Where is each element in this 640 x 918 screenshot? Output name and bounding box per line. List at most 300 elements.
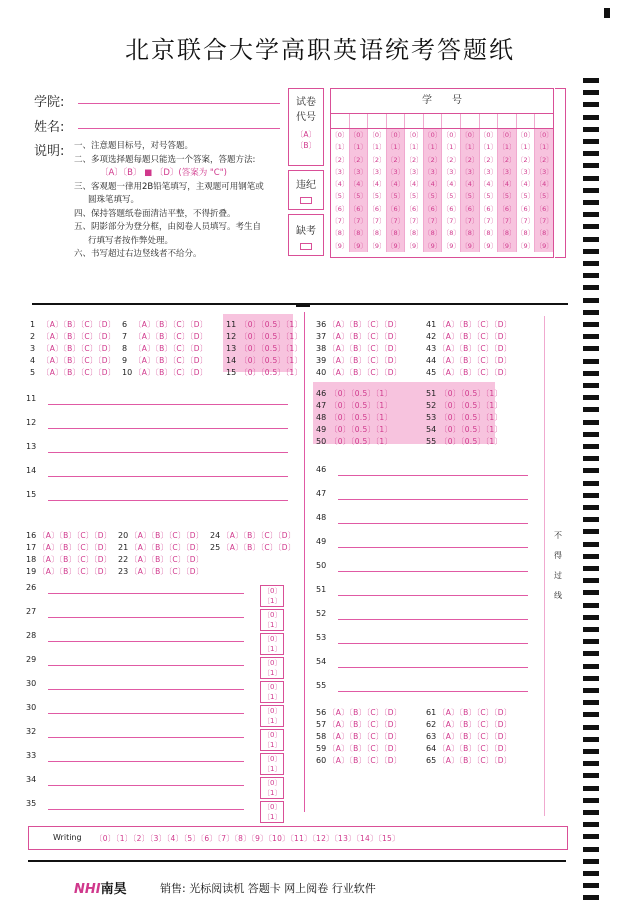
student-id-digit[interactable]: 〔6〕 <box>331 204 349 213</box>
question-number: 26 <box>26 583 37 592</box>
student-id-digit[interactable]: 〔4〕 <box>479 180 497 189</box>
question-number: 58 <box>316 732 327 741</box>
question-number: 22 <box>118 555 129 564</box>
student-id-digit[interactable]: 〔0〕 <box>498 131 516 139</box>
timing-mark <box>583 847 599 852</box>
question-number: 6 <box>122 320 128 329</box>
student-id-digit[interactable]: 〔6〕 <box>442 204 460 213</box>
score-options[interactable]: 〔0〕〔0.5〕〔1〕 <box>330 437 393 446</box>
answer-options[interactable]: 〔A〕〔B〕〔C〕〔D〕 <box>438 756 512 765</box>
score-box[interactable]: 〔0〕〔1〕 <box>260 777 284 799</box>
answer-options[interactable]: 〔A〕〔B〕〔C〕〔D〕 <box>328 756 402 765</box>
question-number: 4 <box>30 356 36 365</box>
question-number: 17 <box>26 543 37 552</box>
student-id-digit[interactable]: 〔5〕 <box>405 192 423 201</box>
answer-options[interactable]: 〔A〕〔B〕〔C〕〔D〕 <box>438 708 512 717</box>
question-number: 30 <box>26 703 37 712</box>
score-box[interactable]: 〔0〕〔1〕 <box>260 633 284 655</box>
student-id-digit[interactable]: 〔0〕 <box>349 131 367 139</box>
student-id-digit[interactable]: 〔0〕 <box>535 131 553 139</box>
answer-options[interactable]: 〔A〕〔B〕〔C〕〔D〕 <box>38 531 112 540</box>
student-id-digit[interactable]: 〔6〕 <box>479 204 497 213</box>
student-id-digit[interactable]: 〔9〕 <box>442 241 460 250</box>
student-id-digit[interactable]: 〔8〕 <box>442 229 460 238</box>
student-id-digit[interactable]: 〔9〕 <box>349 241 367 250</box>
timing-mark <box>583 786 599 791</box>
question-number: 60 <box>316 756 327 765</box>
name-label: 姓名: <box>34 120 65 135</box>
note-5: 五、阴影部分为登分框，由阅卷人员填写。考生自 <box>74 222 262 232</box>
student-id-digit[interactable]: 〔8〕 <box>405 229 423 238</box>
student-id-digit[interactable]: 〔9〕 <box>535 241 553 250</box>
timing-mark <box>583 346 599 351</box>
timing-mark <box>583 566 599 571</box>
student-id-digit[interactable]: 〔3〕 <box>424 167 442 176</box>
question-number: 28 <box>26 631 37 640</box>
student-id-digit[interactable]: 〔1〕 <box>442 143 460 152</box>
timing-mark <box>583 163 599 168</box>
question-number: 61 <box>426 708 437 717</box>
score-options[interactable]: 〔0〕〔0.5〕〔1〕 <box>440 425 503 434</box>
answer-options[interactable]: 〔A〕〔B〕〔C〕〔D〕 <box>438 720 512 729</box>
answer-options[interactable]: 〔A〕〔B〕〔C〕〔D〕 <box>38 543 112 552</box>
question-number: 63 <box>426 732 437 741</box>
student-id-digit[interactable]: 〔0〕 <box>424 131 442 139</box>
student-id-digit[interactable]: 〔3〕 <box>442 167 460 176</box>
answer-options[interactable]: 〔A〕〔B〕〔C〕〔D〕 <box>38 555 112 564</box>
student-id-digit[interactable]: 〔4〕 <box>386 180 405 189</box>
student-id-digit[interactable]: 〔5〕 <box>424 192 442 201</box>
student-id-digit[interactable]: 〔3〕 <box>461 167 479 176</box>
score-box[interactable]: 〔0〕〔1〕 <box>260 801 284 823</box>
student-id-digit[interactable]: 〔2〕 <box>479 155 497 164</box>
student-id-digit[interactable]: 〔9〕 <box>368 241 386 250</box>
score-options[interactable]: 〔0〕〔0.5〕〔1〕 <box>440 389 503 398</box>
score-options[interactable]: 〔0〕〔0.5〕〔1〕 <box>240 332 303 341</box>
question-number: 46 <box>316 389 327 398</box>
score-box[interactable]: 〔0〕〔1〕 <box>260 753 284 775</box>
score-options[interactable]: 〔0〕〔0.5〕〔1〕 <box>330 425 393 434</box>
question-number: 48 <box>316 413 327 422</box>
student-id-digit[interactable]: 〔7〕 <box>479 217 497 226</box>
student-id-digit[interactable]: 〔4〕 <box>535 180 553 189</box>
timing-mark <box>583 176 599 181</box>
timing-mark <box>583 749 599 754</box>
student-id-digit[interactable]: 〔8〕 <box>461 229 479 238</box>
score-box[interactable]: 〔0〕〔1〕 <box>260 657 284 679</box>
answer-options[interactable]: 〔A〕〔B〕〔C〕〔D〕 <box>222 543 296 552</box>
brand-text: NHI <box>74 882 101 897</box>
paper-code-label: 试卷 <box>296 97 316 108</box>
student-id-digit[interactable]: 〔7〕 <box>405 217 423 226</box>
student-id-digit[interactable]: 〔4〕 <box>461 180 479 189</box>
timing-mark <box>583 639 599 644</box>
timing-mark <box>583 542 599 547</box>
question-number: 19 <box>26 567 37 576</box>
student-id-digit[interactable]: 〔3〕 <box>349 167 367 176</box>
student-id-digit[interactable]: 〔5〕 <box>479 192 497 201</box>
college-label: 学院: <box>34 95 65 110</box>
score-box[interactable]: 〔0〕〔1〕 <box>260 585 284 607</box>
answer-options[interactable]: 〔A〕〔B〕〔C〕〔D〕 <box>42 368 116 377</box>
student-id-digit[interactable]: 〔9〕 <box>424 241 442 250</box>
timing-mark <box>583 115 599 120</box>
student-id-digit[interactable]: 〔9〕 <box>461 241 479 250</box>
student-id-digit[interactable]: 〔1〕 <box>498 143 516 152</box>
student-id-digit[interactable]: 〔1〕 <box>479 143 497 152</box>
question-number: 62 <box>426 720 437 729</box>
student-id-digit[interactable]: 〔7〕 <box>331 217 349 226</box>
student-id-digit[interactable]: 〔5〕 <box>442 192 460 201</box>
student-id-digit[interactable]: 〔0〕 <box>517 131 535 139</box>
question-number: 40 <box>316 368 327 377</box>
student-id-digit[interactable]: 〔8〕 <box>349 229 367 238</box>
student-id-digit[interactable]: 〔9〕 <box>517 241 535 250</box>
student-id-digit[interactable]: 〔6〕 <box>424 204 442 213</box>
answer-options[interactable]: 〔A〕〔B〕〔C〕〔D〕 <box>130 531 204 540</box>
score-options[interactable]: 〔0〕〔0.5〕〔1〕 <box>440 413 503 422</box>
student-id-digit[interactable]: 〔7〕 <box>517 217 535 226</box>
student-id-digit[interactable]: 〔7〕 <box>442 217 460 226</box>
page-title: 北京联合大学高职英语统考答题纸 <box>125 36 515 64</box>
timing-mark <box>583 822 599 827</box>
student-id-digit[interactable]: 〔0〕 <box>405 131 423 139</box>
score-options[interactable]: 〔0〕〔0.5〕〔1〕 <box>240 368 303 377</box>
question-number: 8 <box>122 344 128 353</box>
timing-mark <box>583 359 599 364</box>
note-3: 三、客观题一律用2B铅笔填写，主观题可用钢笔或 <box>74 181 264 192</box>
answer-options[interactable]: 〔A〕〔B〕〔C〕〔D〕 <box>328 344 402 353</box>
student-id-digit[interactable]: 〔5〕 <box>368 192 386 201</box>
student-id-digit[interactable]: 〔2〕 <box>442 155 460 164</box>
score-options[interactable]: 〔0〕〔0.5〕〔1〕 <box>440 437 503 446</box>
student-id-digit[interactable]: 〔2〕 <box>498 155 516 164</box>
student-id-digit[interactable]: 〔7〕 <box>349 217 367 226</box>
answer-options[interactable]: 〔A〕〔B〕〔C〕〔D〕 <box>438 332 512 341</box>
answer-options[interactable]: 〔A〕〔B〕〔C〕〔D〕 <box>438 356 512 365</box>
timing-mark <box>583 237 599 242</box>
paper-code-a[interactable]: 〔A〕 <box>295 130 317 139</box>
answer-options[interactable]: 〔A〕〔B〕〔C〕〔D〕 <box>134 356 208 365</box>
timing-mark <box>583 395 599 400</box>
question-number: 51 <box>316 585 327 594</box>
student-id-digit[interactable]: 〔4〕 <box>424 180 442 189</box>
note-example: 〔A〕〔B〕 ■ 〔D〕(答案为 "C") <box>100 168 227 178</box>
note-4: 四、保持答题纸卷面清洁平整，不得折叠。 <box>74 208 236 219</box>
student-id-digit[interactable]: 〔9〕 <box>479 241 497 250</box>
question-number: 48 <box>316 513 327 522</box>
student-id-digit[interactable]: 〔4〕 <box>331 180 349 189</box>
student-id-digit[interactable]: 〔2〕 <box>517 155 535 164</box>
answer-options[interactable]: 〔A〕〔B〕〔C〕〔D〕 <box>42 320 116 329</box>
student-id-digit[interactable]: 〔6〕 <box>498 204 516 213</box>
side-char: 线 <box>554 591 562 600</box>
answer-options[interactable]: 〔A〕〔B〕〔C〕〔D〕 <box>134 332 208 341</box>
answer-options[interactable]: 〔A〕〔B〕〔C〕〔D〕 <box>38 567 112 576</box>
student-id-digit[interactable]: 〔7〕 <box>498 217 516 226</box>
answer-options[interactable]: 〔A〕〔B〕〔C〕〔D〕 <box>438 732 512 741</box>
timing-mark <box>583 444 599 449</box>
student-id-digit[interactable]: 〔9〕 <box>405 241 423 250</box>
student-id-digit[interactable]: 〔8〕 <box>424 229 442 238</box>
student-id-digit[interactable]: 〔3〕 <box>386 167 405 176</box>
student-id-digit[interactable]: 〔8〕 <box>479 229 497 238</box>
score-options[interactable]: 〔0〕〔0.5〕〔1〕 <box>330 413 393 422</box>
student-id-digit[interactable]: 〔2〕 <box>349 155 367 164</box>
student-id-digit[interactable]: 〔2〕 <box>331 155 349 164</box>
student-id-digit[interactable]: 〔1〕 <box>535 143 553 152</box>
timing-mark <box>583 871 599 876</box>
student-id-digit[interactable]: 〔4〕 <box>405 180 423 189</box>
question-number: 23 <box>118 567 129 576</box>
question-number: 52 <box>426 401 437 410</box>
student-id-digit[interactable]: 〔6〕 <box>349 204 367 213</box>
note-5b: 行填写者按作弊处理。 <box>88 235 174 246</box>
question-number: 64 <box>426 744 437 753</box>
question-number: 36 <box>316 320 327 329</box>
timing-mark <box>583 700 599 705</box>
question-number: 9 <box>122 356 128 365</box>
student-id-digit[interactable]: 〔8〕 <box>517 229 535 238</box>
timing-mark <box>583 664 599 669</box>
writing-scale[interactable]: 〔0〕〔1〕〔2〕〔3〕〔4〕〔5〕〔6〕〔7〕〔8〕〔9〕〔10〕〔11〕〔12〕〔13〕〔14〕〔15〕 <box>95 834 400 843</box>
student-id-digit[interactable]: 〔4〕 <box>349 180 367 189</box>
answer-options[interactable]: 〔A〕〔B〕〔C〕〔D〕 <box>438 344 512 353</box>
question-number: 57 <box>316 720 327 729</box>
student-id-digit[interactable]: 〔9〕 <box>331 241 349 250</box>
student-id-digit[interactable]: 〔0〕 <box>386 131 405 139</box>
answer-options[interactable]: 〔A〕〔B〕〔C〕〔D〕 <box>42 332 116 341</box>
timing-mark <box>583 615 599 620</box>
answer-options[interactable]: 〔A〕〔B〕〔C〕〔D〕 <box>328 356 402 365</box>
student-id-digit[interactable]: 〔5〕 <box>517 192 535 201</box>
score-box[interactable]: 〔0〕〔1〕 <box>260 729 284 751</box>
student-id-digit[interactable]: 〔3〕 <box>498 167 516 176</box>
timing-mark <box>583 371 599 376</box>
question-number: 39 <box>316 356 327 365</box>
student-id-digit[interactable]: 〔8〕 <box>386 229 405 238</box>
question-number: 29 <box>26 655 37 664</box>
student-id-digit[interactable]: 〔0〕 <box>442 131 460 139</box>
question-number: 10 <box>122 368 133 377</box>
answer-options[interactable]: 〔A〕〔B〕〔C〕〔D〕 <box>438 368 512 377</box>
score-box[interactable]: 〔0〕〔1〕 <box>260 609 284 631</box>
student-id-digit[interactable]: 〔1〕 <box>386 143 405 152</box>
student-id-digit[interactable]: 〔2〕 <box>368 155 386 164</box>
student-id-digit[interactable]: 〔4〕 <box>498 180 516 189</box>
answer-options[interactable]: 〔A〕〔B〕〔C〕〔D〕 <box>42 356 116 365</box>
answer-options[interactable]: 〔A〕〔B〕〔C〕〔D〕 <box>328 320 402 329</box>
score-options[interactable]: 〔0〕〔0.5〕〔1〕 <box>240 344 303 353</box>
student-id-digit[interactable]: 〔6〕 <box>405 204 423 213</box>
question-number: 42 <box>426 332 437 341</box>
student-id-digit[interactable]: 〔1〕 <box>424 143 442 152</box>
student-id-digit[interactable]: 〔5〕 <box>349 192 367 201</box>
timing-mark <box>583 212 599 217</box>
score-box[interactable]: 〔0〕〔1〕 <box>260 681 284 703</box>
student-id-digit[interactable]: 〔9〕 <box>498 241 516 250</box>
timing-mark <box>583 773 599 778</box>
student-id-digit[interactable]: 〔4〕 <box>368 180 386 189</box>
question-number: 51 <box>426 389 437 398</box>
student-id-digit[interactable]: 〔4〕 <box>442 180 460 189</box>
student-id-digit[interactable]: 〔0〕 <box>479 131 497 139</box>
student-id-digit[interactable]: 〔5〕 <box>386 192 405 201</box>
question-number: 21 <box>118 543 129 552</box>
question-number: 20 <box>118 531 129 540</box>
student-id-digit[interactable]: 〔3〕 <box>517 167 535 176</box>
student-id-digit[interactable]: 〔5〕 <box>535 192 553 201</box>
question-number: 16 <box>26 531 37 540</box>
question-number: 15 <box>226 368 237 377</box>
question-number: 13 <box>226 344 237 353</box>
student-id-digit[interactable]: 〔9〕 <box>386 241 405 250</box>
footer-text: 销售: 光标阅读机 答题卡 网上阅卷 行业软件 <box>160 882 376 895</box>
timing-mark <box>583 420 599 425</box>
student-id-digit[interactable]: 〔7〕 <box>424 217 442 226</box>
student-id-digit[interactable]: 〔6〕 <box>535 204 553 213</box>
student-id-digit[interactable]: 〔8〕 <box>535 229 553 238</box>
student-id-digit[interactable]: 〔5〕 <box>461 192 479 201</box>
timing-mark <box>583 383 599 388</box>
question-number: 5 <box>30 368 36 377</box>
timing-mark <box>583 249 599 254</box>
student-id-digit[interactable]: 〔8〕 <box>368 229 386 238</box>
question-number: 32 <box>26 727 37 736</box>
student-id-digit[interactable]: 〔1〕 <box>461 143 479 152</box>
student-id-digit[interactable]: 〔6〕 <box>517 204 535 213</box>
student-id-digit[interactable]: 〔0〕 <box>331 131 349 139</box>
student-id-digit[interactable]: 〔2〕 <box>535 155 553 164</box>
question-number: 34 <box>26 775 37 784</box>
student-id-digit[interactable]: 〔1〕 <box>331 143 349 152</box>
answer-options[interactable]: 〔A〕〔B〕〔C〕〔D〕 <box>222 531 296 540</box>
timing-mark <box>583 798 599 803</box>
question-number: 7 <box>122 332 128 341</box>
answer-options[interactable]: 〔A〕〔B〕〔C〕〔D〕 <box>438 320 512 329</box>
timing-mark <box>583 298 599 303</box>
student-id-digit[interactable]: 〔0〕 <box>461 131 479 139</box>
note-6: 六、书写超过右边竖线者不给分。 <box>74 249 202 259</box>
student-id-digit[interactable]: 〔7〕 <box>535 217 553 226</box>
answer-options[interactable]: 〔A〕〔B〕〔C〕〔D〕 <box>130 555 204 564</box>
answer-options[interactable]: 〔A〕〔B〕〔C〕〔D〕 <box>134 368 208 377</box>
question-number: 2 <box>30 332 36 341</box>
score-options[interactable]: 〔0〕〔0.5〕〔1〕 <box>440 401 503 410</box>
question-number: 12 <box>226 332 237 341</box>
question-number: 55 <box>426 437 437 446</box>
side-char: 不 <box>554 531 562 540</box>
student-id-digit[interactable]: 〔1〕 <box>405 143 423 152</box>
student-id-digit[interactable]: 〔0〕 <box>368 131 386 139</box>
timing-mark <box>583 590 599 595</box>
student-id-digit[interactable]: 〔8〕 <box>498 229 516 238</box>
answer-options[interactable]: 〔A〕〔B〕〔C〕〔D〕 <box>328 744 402 753</box>
student-id-digit[interactable]: 〔1〕 <box>368 143 386 152</box>
answer-options[interactable]: 〔A〕〔B〕〔C〕〔D〕 <box>328 368 402 377</box>
student-id-digit[interactable]: 〔3〕 <box>368 167 386 176</box>
question-number: 65 <box>426 756 437 765</box>
student-id-digit[interactable]: 〔6〕 <box>461 204 479 213</box>
paper-code-b[interactable]: 〔B〕 <box>295 141 317 150</box>
timing-mark <box>583 676 599 681</box>
score-options[interactable]: 〔0〕〔0.5〕〔1〕 <box>240 356 303 365</box>
timing-mark <box>583 261 599 266</box>
student-id-digit[interactable]: 〔3〕 <box>331 167 349 176</box>
student-id-digit[interactable]: 〔8〕 <box>331 229 349 238</box>
timing-mark <box>583 432 599 437</box>
student-id-digit[interactable]: 〔3〕 <box>479 167 497 176</box>
student-id-digit[interactable]: 〔1〕 <box>349 143 367 152</box>
question-number: 53 <box>316 633 327 642</box>
answer-options[interactable]: 〔A〕〔B〕〔C〕〔D〕 <box>134 320 208 329</box>
answer-options[interactable]: 〔A〕〔B〕〔C〕〔D〕 <box>130 543 204 552</box>
timing-mark <box>583 895 599 900</box>
timing-mark <box>583 334 599 339</box>
question-number: 41 <box>426 320 437 329</box>
student-id-digit[interactable]: 〔2〕 <box>461 155 479 164</box>
answer-options[interactable]: 〔A〕〔B〕〔C〕〔D〕 <box>328 720 402 729</box>
note-2: 二、多项选择题每题只能选一个答案，答题方法: <box>74 154 256 165</box>
score-box[interactable]: 〔0〕〔1〕 <box>260 705 284 727</box>
answer-options[interactable]: 〔A〕〔B〕〔C〕〔D〕 <box>328 708 402 717</box>
timing-mark <box>583 468 599 473</box>
student-id-digit[interactable]: 〔6〕 <box>386 204 405 213</box>
answer-options[interactable]: 〔A〕〔B〕〔C〕〔D〕 <box>328 732 402 741</box>
student-id-digit[interactable]: 〔7〕 <box>461 217 479 226</box>
student-id-digit[interactable]: 〔7〕 <box>386 217 405 226</box>
answer-options[interactable]: 〔A〕〔B〕〔C〕〔D〕 <box>134 344 208 353</box>
answer-options[interactable]: 〔A〕〔B〕〔C〕〔D〕 <box>130 567 204 576</box>
score-options[interactable]: 〔0〕〔0.5〕〔1〕 <box>330 389 393 398</box>
question-number: 47 <box>316 401 327 410</box>
question-number: 59 <box>316 744 327 753</box>
question-number: 33 <box>26 751 37 760</box>
question-number: 53 <box>426 413 437 422</box>
score-options[interactable]: 〔0〕〔0.5〕〔1〕 <box>330 401 393 410</box>
student-id-digit[interactable]: 〔2〕 <box>405 155 423 164</box>
student-id-digit[interactable]: 〔6〕 <box>368 204 386 213</box>
score-options[interactable]: 〔0〕〔0.5〕〔1〕 <box>240 320 303 329</box>
student-id-digit[interactable]: 〔2〕 <box>424 155 442 164</box>
timing-mark <box>583 310 599 315</box>
timing-mark <box>583 102 599 107</box>
student-id-digit[interactable]: 〔2〕 <box>386 155 405 164</box>
timing-mark <box>583 517 599 522</box>
student-id-digit[interactable]: 〔7〕 <box>368 217 386 226</box>
timing-mark <box>583 188 599 193</box>
student-id-digit[interactable]: 〔5〕 <box>498 192 516 201</box>
timing-mark <box>583 883 599 888</box>
timing-mark <box>583 493 599 498</box>
timing-mark <box>583 224 599 229</box>
student-id-digit[interactable]: 〔4〕 <box>517 180 535 189</box>
question-number: 18 <box>26 555 37 564</box>
timing-mark <box>583 285 599 290</box>
timing-mark <box>583 151 599 156</box>
student-id-digit[interactable]: 〔5〕 <box>331 192 349 201</box>
answer-options[interactable]: 〔A〕〔B〕〔C〕〔D〕 <box>438 744 512 753</box>
student-id-digit[interactable]: 〔1〕 <box>517 143 535 152</box>
side-char: 得 <box>554 551 562 560</box>
student-id-digit[interactable]: 〔3〕 <box>405 167 423 176</box>
answer-options[interactable]: 〔A〕〔B〕〔C〕〔D〕 <box>42 344 116 353</box>
question-number: 38 <box>316 344 327 353</box>
student-id-digit[interactable]: 〔3〕 <box>535 167 553 176</box>
answer-options[interactable]: 〔A〕〔B〕〔C〕〔D〕 <box>328 332 402 341</box>
timing-mark <box>583 554 599 559</box>
question-number: 44 <box>426 356 437 365</box>
